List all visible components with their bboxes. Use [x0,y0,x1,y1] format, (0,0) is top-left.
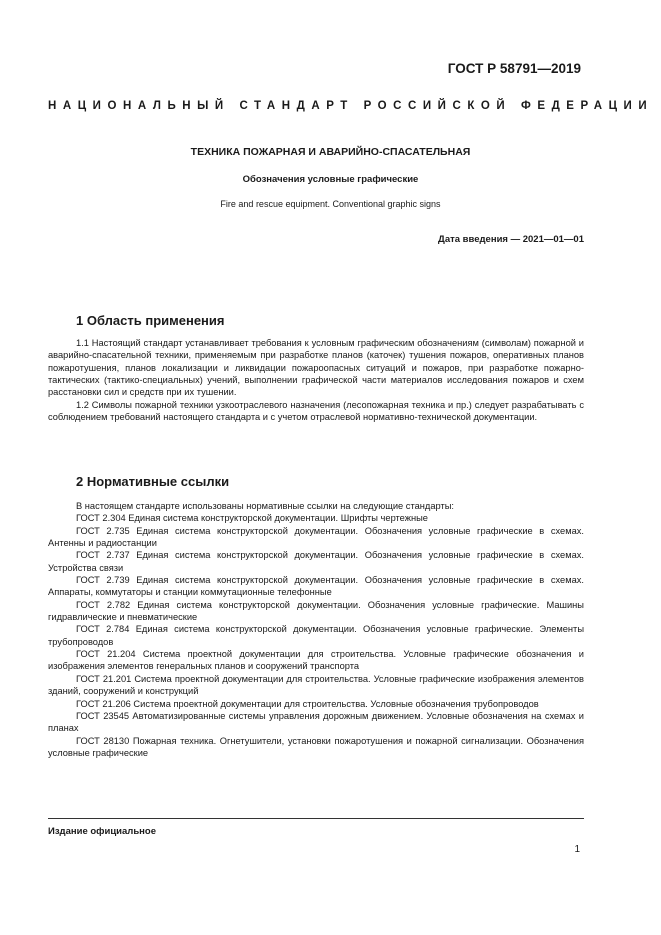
reference-item: ГОСТ 21.201 Система проектной документации для строительства. Условные графические изображения элементов зданий, сооружений и конструкций [48,673,584,697]
section-1-heading: 1 Область применения [76,313,225,328]
section-2-heading: 2 Нормативные ссылки [76,474,230,489]
reference-item: ГОСТ 2.782 Единая система конструкторской документации. Обозначения условные графические. Машины гидравлические и пневматические [48,599,584,623]
section-1-body [48,337,584,423]
document-title: ТЕХНИКА ПОЖАРНАЯ И АВАРИЙНО-СПАСАТЕЛЬНАЯ [190,146,471,158]
reference-item: ГОСТ 2.737 Единая система конструкторской документации. Обозначения условные графические в схемах. Устройства связи [48,550,584,573]
introduction-date: Дата введения — 2021—01—01 [438,234,584,245]
paragraph-1-2: 1.2 Символы пожарной техники узкоотраслевого назначения (лесопожарная техника и пр.) следует разрабатывать с соблюдением требований настоящего стандарта и с учетом отраслевой нормативно-технической документации. [48,399,584,423]
paragraph-1-1: 1.1 Настоящий стандарт устанавливает требования к условным графическим обозначениям (символам) пожарной и аварийно-спасательной техники, применяемым при разработке планов (каточек) тушения пожаров, оперативных планов пожаротушения, планов локализации и ликвидации пожароопасных ситуаций и пожаров, при разработке пожарно-тактических (тактико-специальных) учений, выполнении графической части материалов исследования пожаров и схем расстановки сил и средств при их тушении. [48,338,584,398]
national-standard-banner: НАЦИОНАЛЬНЫЙ СТАНДАРТ РОССИЙСКОЙ ФЕДЕРАЦИИ [48,100,654,112]
reference-item: ГОСТ 2.735 Единая система конструкторской документации. Обозначения условные графические в схемах. Антенны и радиостанции [48,525,584,549]
document-number: ГОСТ Р 58791—2019 [447,61,581,76]
reference-item: ГОСТ 21.204 Система проектной документации для строительства. Условные графические обозначения и изображения элементов генеральных планов и сооружений транспорта [48,649,584,672]
official-edition-note: Издание официальное [48,826,156,837]
page-number: 1 [574,844,580,855]
reference-item: ГОСТ 2.739 Единая система конструкторской документации. Обозначения условные графические в схемах. Аппараты, коммутаторы и станции коммутационные телефонные [48,575,584,598]
reference-item: ГОСТ 2.304 Единая система конструкторской документации. Шрифты чертежные [76,513,428,524]
reference-item: ГОСТ 21.206 Система проектной документации для строительства. Условные обозначения трубопроводов [76,698,539,709]
references-intro: В настоящем стандарте использованы нормативные ссылки на следующие стандарты: [76,501,455,511]
reference-item: ГОСТ 2.784 Единая система конструкторской документации. Обозначения условные графические. Элементы трубопроводов [48,624,584,647]
english-title: Fire and rescue equipment. Conventional graphic signs [220,199,441,209]
document-subtitle: Обозначения условные графические [242,174,419,185]
footer-divider [48,818,584,819]
reference-item: ГОСТ 23545 Автоматизированные системы управления дорожным движением. Условные обозначения на схемах и планах [48,710,584,734]
section-2-body [48,500,584,759]
reference-item: ГОСТ 28130 Пожарная техника. Огнетушители, установки пожаротушения и пожарной сигнализации. Обозначения условные графические [48,735,584,758]
